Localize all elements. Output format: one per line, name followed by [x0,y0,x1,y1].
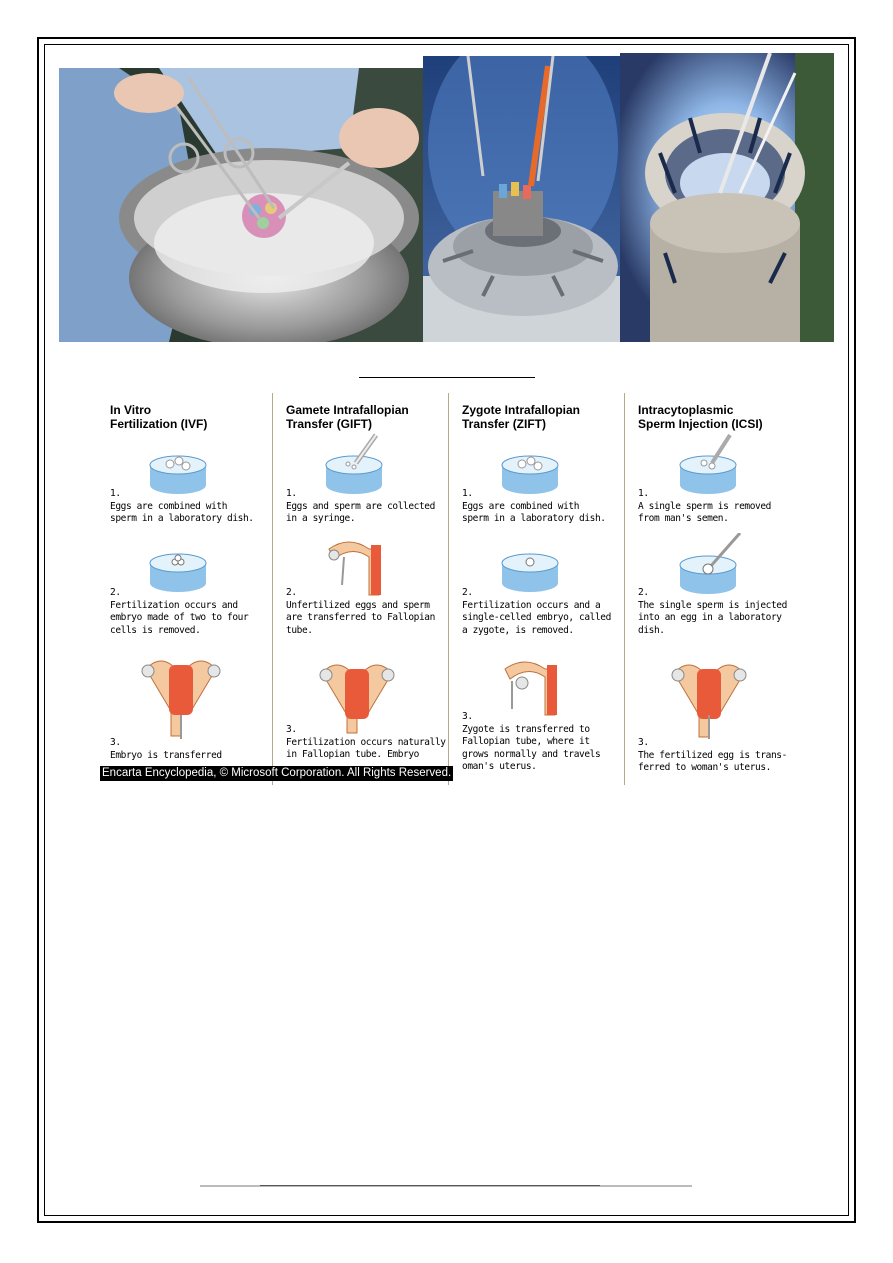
uterus-icon [664,655,754,739]
ivf-step-2: 2. Fertilization occurs and embryo made of two to four cells is removed. [110,587,249,636]
uterus-icon [136,651,226,741]
fallopian-tube-icon [500,657,570,717]
section-heading-underline [359,377,535,378]
icsi-column [628,393,798,785]
column-divider [272,393,273,785]
gift-title: Gamete Intrafallopian Transfer (GIFT) [286,403,409,431]
gift-step-1: 1. Eggs and sperm are collected in a syringe. [286,488,435,524]
ivf-step-1: 1. Eggs are combined with sperm in a laboratory dish. [110,488,254,524]
ivf-step-3: 3. Embryo is transferred [110,737,222,761]
gift-column [276,393,446,785]
art-procedures-figure [100,393,800,785]
cryo-tank-closeup-photo [620,53,834,342]
icsi-step-3: 3. The fertilized egg is trans- ferred to woman's uterus. [638,737,787,773]
icsi-title: Intracytoplasmic Sperm Injection (ICSI) [638,403,763,431]
zift-column [452,393,622,785]
gift-step-2: 2. Unfertilized eggs and sperm are transferred to Fallopian tube. [286,587,435,636]
icsi-step-2: 2. The single sperm is injected into an egg in a laboratory dish. [638,587,787,636]
ivf-title: In Vitro Fertilization (IVF) [110,403,208,431]
encarta-credit: Encarta Encyclopedia, © Microsoft Corporation. All Rights Reserved. [102,767,452,779]
ivf-column [100,393,270,785]
cryo-storage-canister-photo [423,56,620,342]
zift-step-1: 1. Eggs are combined with sperm in a laboratory dish. [462,488,606,524]
zift-step-2: 2. Fertilization occurs and a single-celled embryo, called a zygote, is removed. [462,587,611,636]
gift-step-3: 3. Fertilization occurs naturally in Fallopian tube. Embryo [286,724,446,760]
uterus-icon [312,655,402,735]
zift-title: Zygote Intrafallopian Transfer (ZIFT) [462,403,581,431]
icsi-step-1: 1. A single sperm is removed from man's semen. [638,488,771,524]
zift-step-3: 3. Zygote is transferred to Fallopian tube, where it grows normally and travels oman's uterus. [462,711,601,772]
cryo-tank-forceps-photo [59,68,423,342]
column-divider [624,393,625,785]
footer-rule [200,1185,692,1187]
column-divider [448,393,449,785]
